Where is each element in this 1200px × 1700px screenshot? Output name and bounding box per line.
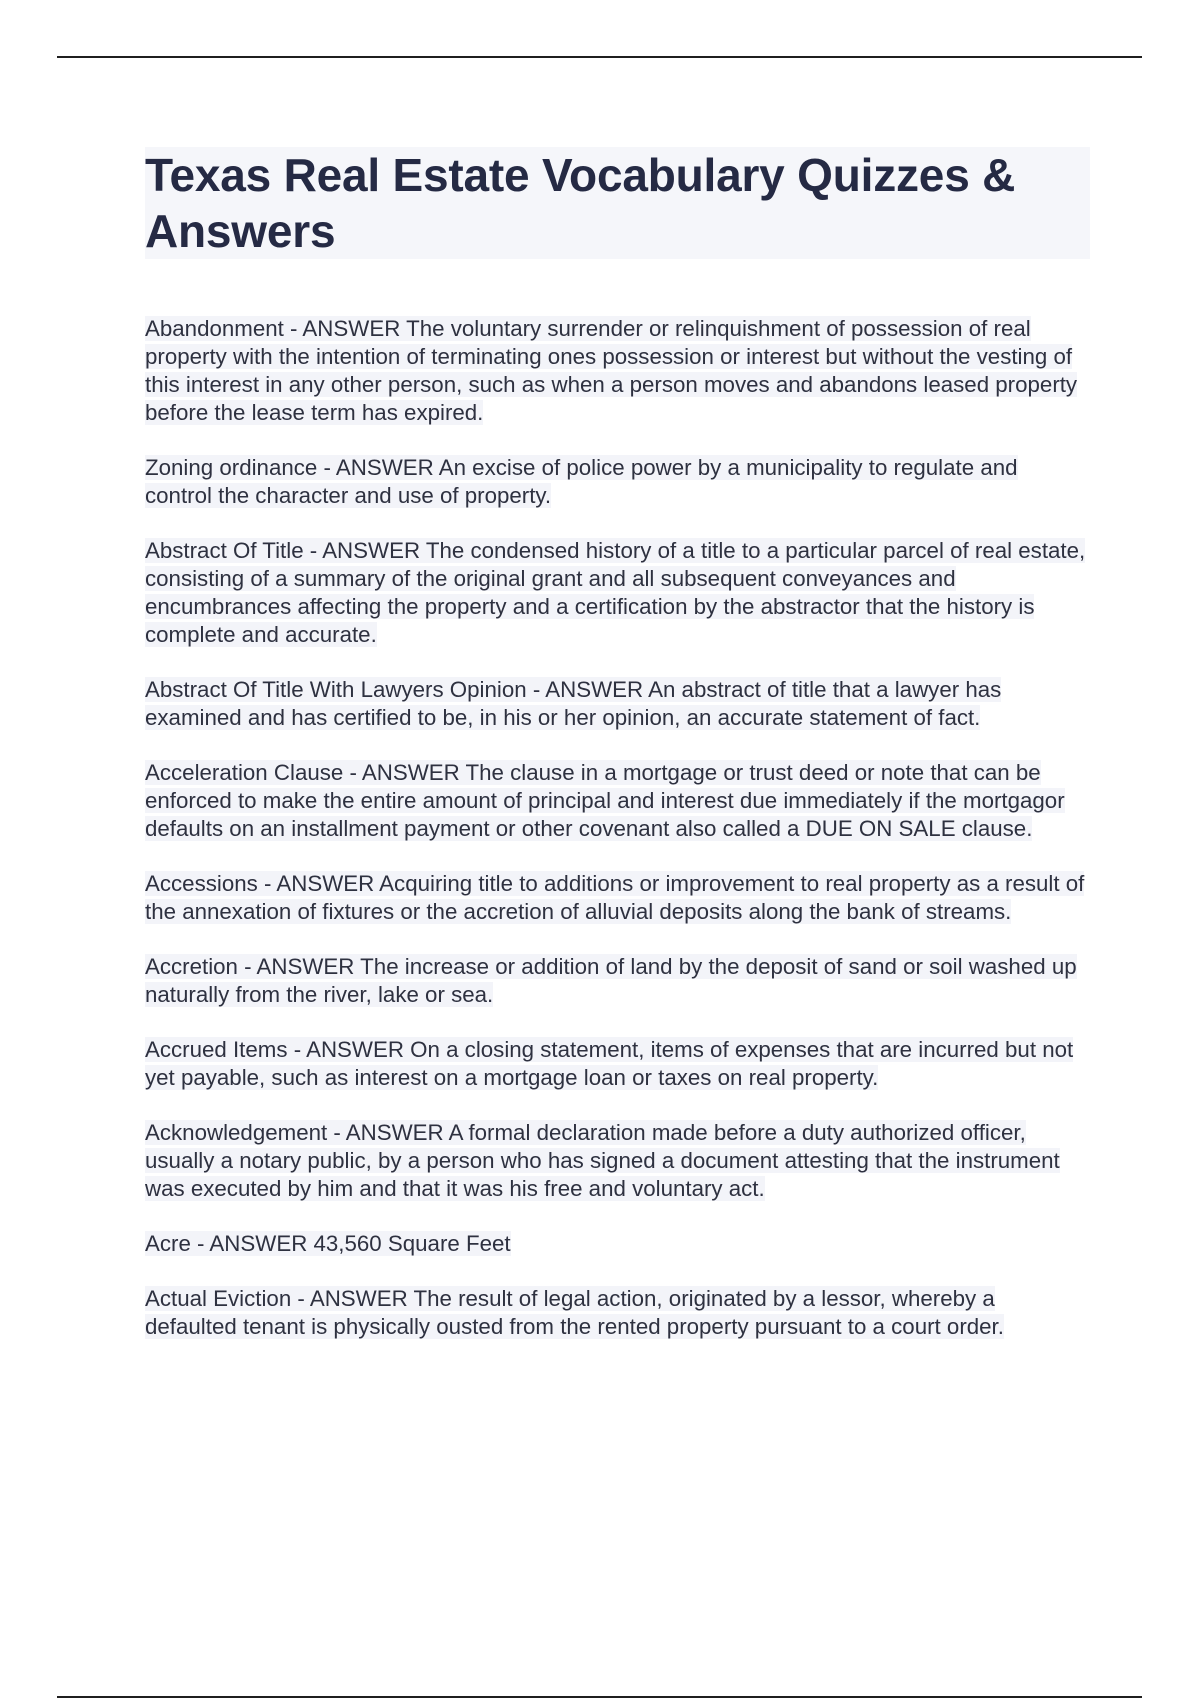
vocabulary-entry-acre bbox=[145, 1230, 1090, 1258]
vocabulary-entry-acceleration-clause bbox=[145, 759, 1090, 843]
top-divider bbox=[57, 56, 1142, 58]
entry-text: Accretion - ANSWER The increase or addition of land by the deposit of sand or soil washed up naturally from the river, lake or sea. bbox=[145, 954, 1077, 1007]
entry-text: Actual Eviction - ANSWER The result of legal action, originated by a lessor, whereby a defaulted tenant is physically ousted from the rented property pursuant to a court order. bbox=[145, 1286, 1004, 1339]
entry-text: Abstract Of Title With Lawyers Opinion - ANSWER An abstract of title that a lawyer has examined and has certified to be, in his or her opinion, an accurate statement of fact. bbox=[145, 677, 1002, 730]
vocabulary-entry-actual-eviction bbox=[145, 1285, 1090, 1341]
entry-text: Abandonment - ANSWER The voluntary surrender or relinquishment of possession of real property with the intention of terminating ones possession or interest but without the vesting of this interest in any other person, such as when a person moves and abandons leased property before the lease term has expired. bbox=[145, 316, 1078, 425]
vocabulary-entry-accessions bbox=[145, 870, 1090, 926]
vocabulary-entry-accrued-items bbox=[145, 1036, 1090, 1092]
vocabulary-entry-zoning-ordinance bbox=[145, 454, 1090, 510]
entry-text: Accessions - ANSWER Acquiring title to additions or improvement to real property as a result of the annexation of fixtures or the accretion of alluvial deposits along the bank of streams. bbox=[145, 871, 1085, 924]
entry-text: Accrued Items - ANSWER On a closing statement, items of expenses that are incurred but not yet payable, such as interest on a mortgage loan or taxes on real property. bbox=[145, 1037, 1074, 1090]
entry-text: Acre - ANSWER 43,560 Square Feet bbox=[145, 1231, 511, 1256]
vocabulary-entry-abstract-of-title bbox=[145, 537, 1090, 649]
document-body bbox=[145, 147, 1090, 1368]
vocabulary-list bbox=[145, 315, 1090, 1341]
entry-text: Zoning ordinance - ANSWER An excise of police power by a municipality to regulate and control the character and use of property. bbox=[145, 455, 1018, 508]
vocabulary-entry-abstract-lawyers-opinion bbox=[145, 676, 1090, 732]
vocabulary-entry-accretion bbox=[145, 953, 1090, 1009]
vocabulary-entry-acknowledgement bbox=[145, 1119, 1090, 1203]
entry-text: Abstract Of Title - ANSWER The condensed history of a title to a particular parcel of real estate, consisting of a summary of the original grant and all subsequent conveyances and encumbrances affecting the property and a certification by the abstractor that the history is complete and accurate. bbox=[145, 538, 1086, 647]
entry-text: Acceleration Clause - ANSWER The clause in a mortgage or trust deed or note that can be enforced to make the entire amount of principal and interest due immediately if the mortgagor defaults on an installment payment or other covenant also called a DUE ON SALE clause. bbox=[145, 760, 1065, 841]
vocabulary-entry-abandonment bbox=[145, 315, 1090, 427]
bottom-divider bbox=[57, 1696, 1142, 1698]
document-title: Texas Real Estate Vocabulary Quizzes & Answers bbox=[145, 147, 1090, 259]
entry-text: Acknowledgement - ANSWER A formal declaration made before a duty authorized officer, usually a notary public, by a person who has signed a document attesting that the instrument was executed by him and that it was his free and voluntary act. bbox=[145, 1120, 1060, 1201]
